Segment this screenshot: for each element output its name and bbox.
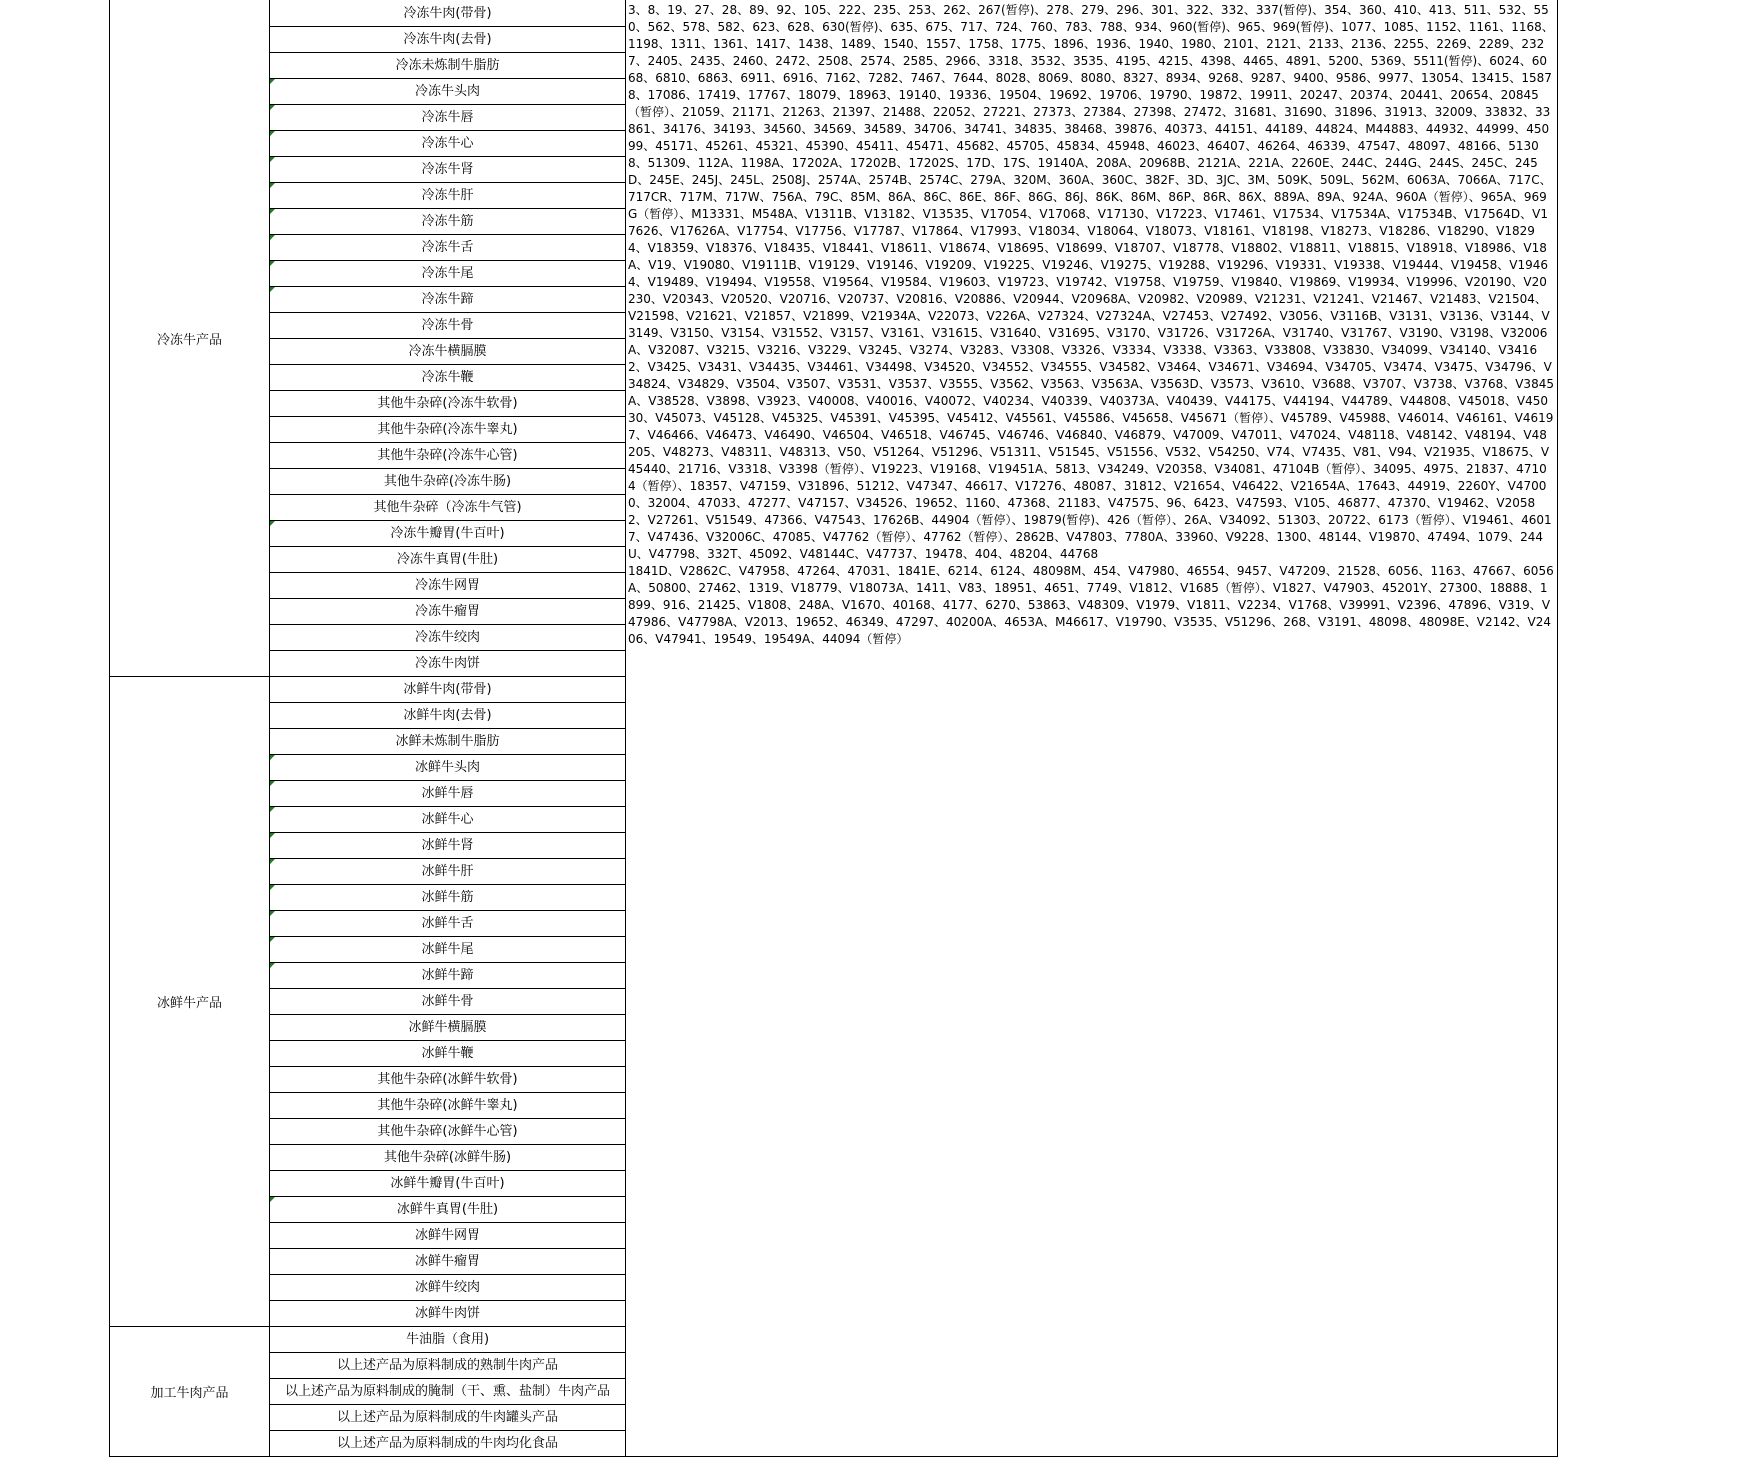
product-cell: 以上述产品为原料制成的牛肉均化食品: [336, 1435, 558, 1451]
cell-indicator-icon: [270, 287, 275, 292]
product-cell: 其他牛杂碎(冷冻牛睾丸): [377, 421, 518, 437]
product-cell: 冷冻牛网胃: [414, 577, 480, 593]
cell-indicator-icon: [270, 157, 275, 162]
product-cell: 以上述产品为原料制成的腌制（干、熏、盐制）牛肉产品: [284, 1383, 610, 1399]
cell-indicator-icon: [270, 937, 275, 942]
product-cell: 冰鲜牛绞肉: [414, 1279, 480, 1295]
product-cell: 冰鲜牛心: [421, 811, 474, 827]
product-cell: 冷冻牛鞭: [421, 369, 474, 385]
product-cell: 以上述产品为原料制成的牛肉罐头产品: [336, 1409, 558, 1425]
product-cell: 冰鲜牛网胃: [414, 1227, 480, 1243]
product-cell: 冷冻牛尾: [421, 265, 474, 281]
cell-indicator-icon: [270, 183, 275, 188]
cell-indicator-icon: [270, 781, 275, 786]
cell-indicator-icon: [270, 859, 275, 864]
cell-indicator-icon: [270, 235, 275, 240]
product-cell: 冰鲜牛肉(带骨): [403, 681, 492, 697]
product-cell: 其他牛杂碎(冰鲜牛睾丸): [377, 1097, 518, 1113]
product-cell: 冰鲜牛肉饼: [414, 1305, 480, 1321]
product-cell: 其他牛杂碎（冷冻牛气管): [373, 499, 522, 515]
product-cell: 冷冻牛骨: [421, 317, 474, 333]
product-cell: 冰鲜牛鞭: [421, 1045, 474, 1061]
product-cell: 冰鲜牛横膈膜: [408, 1019, 487, 1035]
cell-indicator-icon: [270, 105, 275, 110]
cell-indicator-icon: [270, 911, 275, 916]
grid-vline-product: [625, 0, 626, 1457]
cell-indicator-icon: [270, 261, 275, 266]
product-cell: 冷冻牛筋: [421, 213, 474, 229]
product-cell: 冷冻未炼制牛脂肪: [395, 57, 500, 73]
product-cell: 其他牛杂碎(冷冻牛肠): [383, 473, 512, 489]
product-cell: 牛油脂（食用): [405, 1331, 490, 1347]
product-cell: 冷冻牛真胃(牛肚): [396, 551, 499, 567]
cell-indicator-icon: [270, 807, 275, 812]
product-cell: 冰鲜牛唇: [421, 785, 474, 801]
cell-indicator-icon: [270, 833, 275, 838]
product-cell: 冰鲜牛骨: [421, 993, 474, 1009]
cell-indicator-icon: [270, 755, 275, 760]
product-cell: 其他牛杂碎(冰鲜牛软骨): [377, 1071, 518, 1087]
product-cell: 冷冻牛心: [421, 135, 474, 151]
product-cell: 冷冻牛肉饼: [414, 655, 480, 671]
product-cell: 冷冻牛肉(带骨): [403, 5, 492, 21]
product-cell: 冷冻牛横膈膜: [408, 343, 487, 359]
cell-indicator-icon: [270, 521, 275, 526]
product-cell: 以上述产品为原料制成的熟制牛肉产品: [336, 1357, 558, 1373]
product-cell: 冰鲜牛尾: [421, 941, 474, 957]
product-cell: 冰鲜牛舌: [421, 915, 474, 931]
cell-indicator-icon: [270, 963, 275, 968]
cell-indicator-icon: [270, 209, 275, 214]
product-cell: 冰鲜牛瘤胃: [414, 1253, 480, 1269]
product-cell: 冷冻牛肾: [421, 161, 474, 177]
grid-vline-codes: [1557, 0, 1558, 1457]
product-cell: 冰鲜牛肝: [421, 863, 474, 879]
cell-indicator-icon: [270, 131, 275, 136]
product-cell: 冷冻牛蹄: [421, 291, 474, 307]
cell-indicator-icon: [270, 79, 275, 84]
product-cell: 冰鲜牛真胃(牛肚): [396, 1201, 499, 1217]
product-cell: 冷冻牛瘤胃: [414, 603, 480, 619]
cell-indicator-icon: [270, 885, 275, 890]
product-cell: 冰鲜未炼制牛脂肪: [395, 733, 500, 749]
product-cell: 冷冻牛瓣胃(牛百叶): [390, 525, 505, 541]
category-cell: 冷冻牛产品: [156, 332, 222, 348]
product-cell: 冰鲜牛蹄: [421, 967, 474, 983]
enterprise-codes-cell: 3、8、19、27、28、89、92、105、222、235、253、262、267(暂停)、278、279、296、301、322、332、337(暂停)、354、360、410、413、511、532、550、562、578、582、623、628、630(暂停)、635、675、717、724、760、783、788、934、960(暂停)、965、969(暂停)、1077、1085、1152、1161、1168、1198、1311、1361、1417、1438、1489、1540、1557、1758、1775、1896、1936、1940、1980、2101、2121、2133、2136、2255、2269、2289、2327、2405、2435、2460、2472、2508、2574、2585、2966、3318、3532、3535、4195、4215、4398、4465、4891、5200、5369、5511(暂停)、6024、6068、6810、6863、6911、6916、7162、7282、7467、7644、8028、8069、8080、8327、8934、9268、9287、9400、9586、9977、13054、13415、15878、17086、17419、17767、18079、18963、19140、19336、19504、19692、19706、19790、19872、19911、20247、20374、20441、20654、20845（暂停）、21059、21171、21263、21397、21488、22052、27221、27373、27384、27398、27472、31681、31690、31896、31913、32009、33832、33861、34176、34193、34560、34569、34589、34706、34741、34835、38468、39876、40373、44151、44189、44824、M44883、44932、44999、45099、45171、45261、45321、45390、45411、45471、45682、45705、45834、45948、46023、46407、46264、46339、47547、48097、48166、51308、51309、112A、1198A、17202A、17202B、17202S、17D、17S、19140A、208A、20968B、2121A、221A、2260E、244C、244G、244S、245C、245D、245E、245J、245L、2508J、2574A、2574B、2574C、279A、320M、360A、360C、382F、3D、3JC、3M、509K、509L、562M、6063A、7066A、717C、717CR、717M、717W、756A、79C、85M、86A、86C、86E、86F、86G、86J、86K、86M、86P、86R、86X、889A、89A、924A、960A（暂停）、965A、969G（暂停）、M13331、M548A、V1311B、V13182、V13535、V17054、V17068、V17130、V17223、V17461、V17534、V17534A、V17534B、V17564D、V17626、V17626A、V17754、V17756、V17787、V17864、V17993、V18034、V18064、V18073、V18161、V18198、V18273、V18286、V18290、V18294、V18359、V18376、V18435、V18441、V18611、V18674、V18695、V18699、V18707、V18778、V18802、V18811、V18815、V18918、V18986、V18A、V19、V19080、V19111B、V19129、V19146、V19209、V19225、V19246、V19275、V19288、V19296、V19331、V19338、V19444、V19458、V19464、V19489、V19494、V19558、V19564、V19584、V19603、V19723、V19742、V19758、V19759、V19840、V19869、V19934、V19996、V20190、V20230、V20343、V20520、V20716、V20737、V20816、V20886、V20944、V20968A、V20982、V20989、V21231、V21241、V21467、V21483、V21504、V21598、V21621、V21857、V21899、V21934A、V22073、V226A、V27324、V27324A、V27453、V27492、V3056、V3116B、V3131、V3136、V3144、V3149、V3150、V3154、V31552、V3157、V3161、V31615、V31640、V31695、V3170、V31726、V31726A、V31740、V31767、V3190、V3198、V32006A、V32087、V3215、V3216、V3229、V3245、V3274、V3283、V3308、V3326、V3334、V3338、V3363、V33808、V33830、V34099、V34140、V34162、V3425、V3431、V34435、V34461、V34498、V34520、V34552、V34555、V34582、V3464、V34671、V34694、V34705、V3474、V3475、V34796、V34824、V34829、V3504、V3507、V3531、V3537、V3555、V3562、V3563、V3563A、V3563D、V3573、V3610、V3688、V3707、V3738、V3768、V3845A、V38528、V3898、V3923、V40008、V40016、V40072、V40234、V40339、V40373A、V40439、V44175、V44194、V44789、V44808、V45018、V45030、V45073、V45128、V45325、V45391、V45395、V45412、V45561、V45586、V45658、V45671（暂停）、V45789、V45988、V46014、V46161、V46197、V46466、V46473、V46490、V46504、V46518、V46745、V46746、V46840、V46879、V47009、V47011、V47024、V48118、V48142、V48194、V48205、V48273、V48311、V48313、V50、V51264、V51296、V51311、V51545、V51556、V532、V54250、V74、V7435、V81、V94、V21935、V18675、V45440、21716、V3318、V3398（暂停）、V19223、V19168、V19451A、5813、V34249、V20358、V34081、47104B（暂停）、34095、4975、21837、47104（暂停）、18357、V47159、V31896、51212、V47347、46617、V17276、48087、31812、V21654、V46422、V21654A、17643、44919、2260Y、V47000、32004、47033、47277、V47157、V34526、19652、1160、47368、21183、V47575、96、6423、V47593、V105、46877、47370、V19462、V20582、V27261、V51549、47366、V47543、17626B、44904（暂停）、19879(暂停)、426（暂停）、26A、V34092、51303、20722、6173（暂停）、V19461、46017、V47436、V32006C、47085、V47762（暂停）、47762（暂停）、2862B、V47803、7780A、33960、V9228、1300、48144、V19870、47494、1079、244U、V47798、332T、45092、V48144C、V47737、19478、404、48204、44768 1841D、V2862C、V47958、47264、47031、1841E、6214、6124、48098M、454、V47980、46554、9457、V47209、21528、6056、1163、47667、6056A、50800、27462、1319、V18779、V18073A、1411、V83、18951、4651、7749、V1812、V1685（暂停）、V1827、V47903、45201Y、27300、18888、1899、916、21425、V1808、248A、V1670、40168、4177、6270、53863、V48309、V1979、V1811、V2234、V1768、V39991、V2396、47896、V319、V47986、V47798A、V2013、19652、46349、47297、40200A、4653A、M46617、V19790、V3535、V51296、268、V3191、48098、48098E、V2142、V2406、V47941、19549、19549A、44094（暂停）: [628, 3, 1554, 646]
product-cell: 其他牛杂碎(冷冻牛心管): [377, 447, 518, 463]
cell-indicator-icon: [270, 1197, 275, 1202]
product-cell: 冷冻牛唇: [421, 109, 474, 125]
product-cell: 冷冻牛绞肉: [414, 629, 480, 645]
product-cell: 冷冻牛舌: [421, 239, 474, 255]
product-cell: 冷冻牛肝: [421, 187, 474, 203]
product-cell: 冰鲜牛肉(去骨): [403, 707, 492, 723]
product-cell: 冰鲜牛肾: [421, 837, 474, 853]
product-cell: 冷冻牛头肉: [414, 83, 480, 99]
product-cell: 其他牛杂碎(冷冻牛软骨): [377, 395, 518, 411]
product-cell: 冰鲜牛头肉: [414, 759, 480, 775]
product-cell: 其他牛杂碎(冰鲜牛肠): [383, 1149, 512, 1165]
product-cell: 其他牛杂碎(冰鲜牛心管): [377, 1123, 518, 1139]
category-cell: 加工牛肉产品: [150, 1385, 229, 1401]
product-cell: 冰鲜牛瓣胃(牛百叶): [390, 1175, 505, 1191]
product-cell: 冷冻牛肉(去骨): [403, 31, 492, 47]
product-cell: 冰鲜牛筋: [421, 889, 474, 905]
category-cell: 冰鲜牛产品: [156, 995, 222, 1011]
